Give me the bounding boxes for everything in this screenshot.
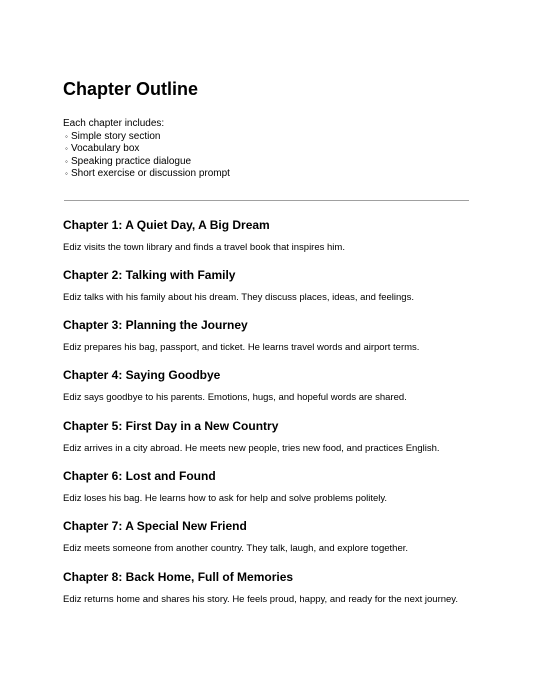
chapter-item — [63, 518, 469, 568]
feature-text: Short exercise or discussion prompt — [71, 168, 230, 179]
chapter-item — [63, 317, 469, 367]
chapter-description: Ediz arrives in a city abroad. He meets new people, tries new food, and practices English. — [63, 442, 440, 454]
chapter-title: Chapter 5: First Day in a New Country — [63, 418, 279, 433]
chapter-title: Chapter 2: Talking with Family — [63, 267, 236, 282]
feature-text: Vocabulary box — [71, 143, 140, 154]
chapter-title: Chapter 3: Planning the Journey — [63, 318, 248, 333]
intro-section — [63, 118, 469, 181]
chapter-item — [63, 267, 469, 317]
bullet-icon: ◦ — [65, 144, 68, 153]
feature-item — [63, 156, 469, 169]
chapter-description: Ediz prepares his bag, passport, and ticket. He learns travel words and airport terms. — [63, 342, 420, 354]
chapter-title: Chapter 6: Lost and Found — [63, 468, 216, 483]
chapter-title: Chapter 4: Saying Goodbye — [63, 368, 221, 383]
chapter-description: Ediz says goodbye to his parents. Emotions, hugs, and hopeful words are shared. — [63, 392, 407, 404]
chapter-description: Ediz returns home and shares his story. He feels proud, happy, and ready for the next journey. — [63, 593, 458, 605]
bullet-icon: ◦ — [65, 169, 68, 178]
chapter-description: Ediz talks with his family about his dream. They discuss places, ideas, and feelings. — [63, 291, 414, 303]
feature-item — [63, 168, 469, 181]
bullet-icon: ◦ — [65, 156, 68, 166]
chapter-description: Ediz meets someone from another country. They talk, laugh, and explore together. — [63, 543, 409, 555]
feature-text: Speaking practice dialogue — [71, 155, 192, 167]
section-divider — [64, 200, 469, 201]
chapter-title: Chapter 1: A Quiet Day, A Big Dream — [63, 217, 270, 232]
chapter-description: Ediz visits the town library and finds a travel book that inspires him. — [63, 241, 345, 253]
chapter-item — [63, 418, 469, 468]
bullet-icon: ◦ — [65, 131, 68, 141]
page-title: Chapter Outline — [63, 79, 199, 99]
document-page — [63, 78, 469, 619]
chapter-list — [63, 217, 469, 619]
chapter-description: Ediz loses his bag. He learns how to ask for help and solve problems politely. — [63, 492, 388, 504]
feature-list — [63, 131, 469, 181]
chapter-item — [63, 217, 469, 267]
chapter-item — [63, 569, 469, 619]
feature-item — [63, 131, 469, 144]
chapter-title: Chapter 8: Back Home, Full of Memories — [63, 569, 294, 584]
chapter-item — [63, 468, 469, 518]
feature-text: Simple story section — [71, 130, 161, 142]
chapter-item — [63, 367, 469, 417]
chapter-title: Chapter 7: A Special New Friend — [63, 519, 247, 534]
intro-text: Each chapter includes: — [63, 118, 165, 129]
feature-item — [63, 143, 469, 156]
